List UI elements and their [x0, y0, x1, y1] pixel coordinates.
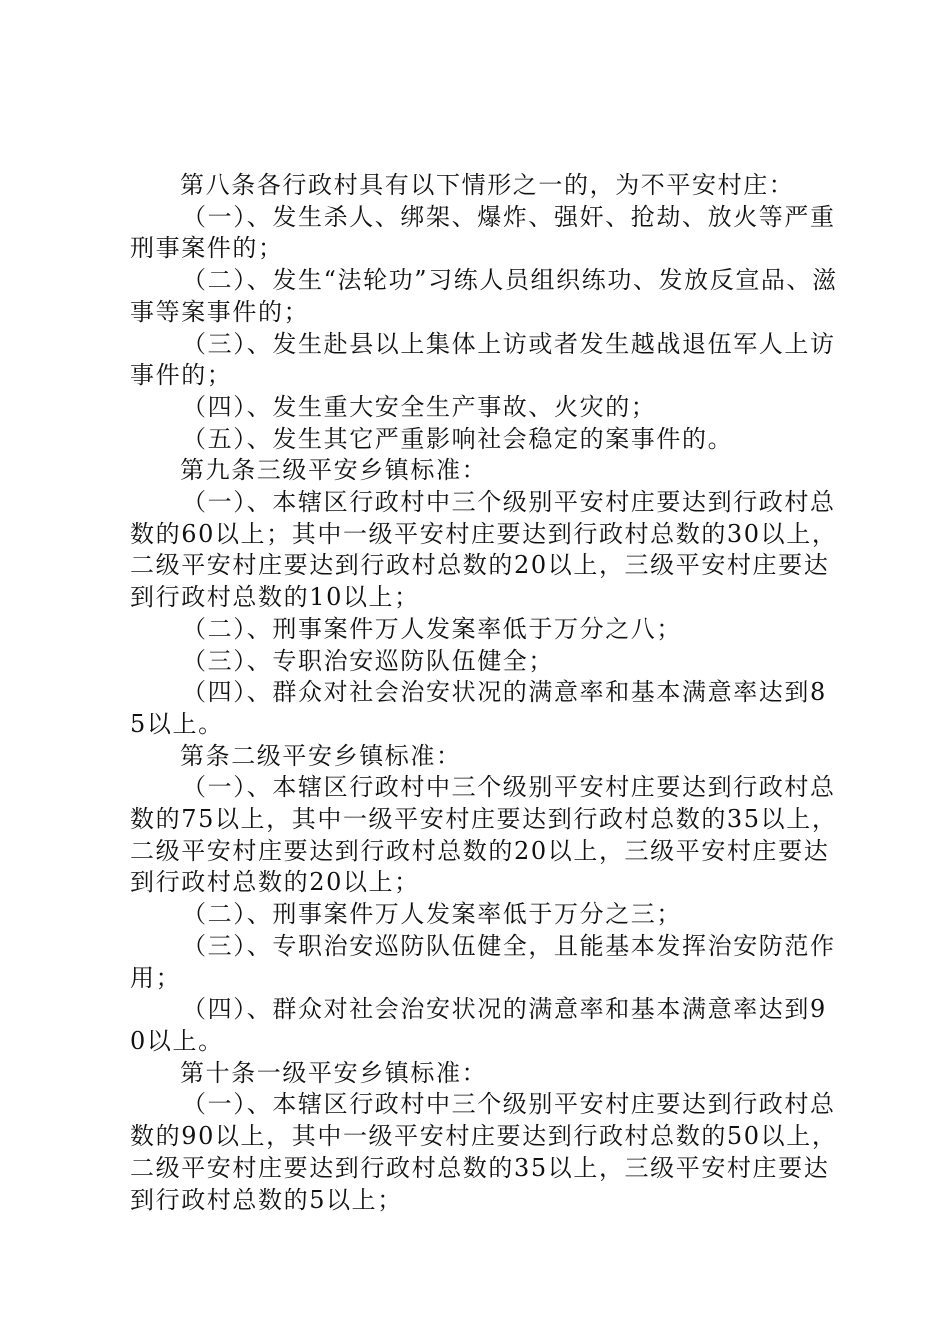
article-9-item-1: （一）、本辖区行政村中三个级别平安村庄要达到行政村总数的60以上；其中一级平安村庄要达到行政村总数的30以上，二级平安村庄要达到行政村总数的20以上，三级平安村庄要达到行政村总数的10以上； [130, 488, 838, 612]
article-level2-item-1: （一）、本辖区行政村中三个级别平安村庄要达到行政村总数的75以上，其中一级平安村庄要达到行政村总数的35以上，二级平安村庄要达到行政村总数的20以上，三级平安村庄要达到行政村总数的20以上； [130, 773, 838, 897]
article-8-heading: 第八条各行政村具有以下情形之一的，为不平安村庄： [180, 171, 795, 199]
article-8-item-3: （三）、发生赴县以上集体上访或者发生越战退伍军人上访事件的； [130, 329, 836, 390]
article-level2-item-4: （四）、群众对社会治安状况的满意率和基本满意率达到90以上。 [130, 995, 827, 1055]
article-9-item-3: （三）、专职治安巡防队伍健全； [182, 646, 554, 675]
article-9-item-4: （四）、群众对社会治安状况的满意率和基本满意率达到85以上。 [130, 678, 827, 738]
article-8-item-4: （四）、发生重大安全生产事故、火灾的； [182, 392, 657, 421]
article-10-item-1: （一）、本辖区行政村中三个级别平安村庄要达到行政村总数的90以上，其中一级平安村庄要达到行政村总数的50以上，二级平安村庄要达到行政村总数的35以上，三级平安村庄要达到行政村总数的5以上； [130, 1090, 838, 1214]
article-8-item-2: （二）、发生“法轮功”习练人员组织练功、发放反宣品、滋事等案事件的； [130, 266, 838, 326]
article-level2-heading: 第条二级平安乡镇标准： [180, 741, 462, 770]
article-10-heading: 第十条一级平安乡镇标准： [180, 1058, 488, 1087]
article-9-heading: 第九条三级平安乡镇标准： [180, 456, 488, 485]
article-8-item-1: （一）、发生杀人、绑架、爆炸、强奸、抢劫、放火等严重刑事案件的； [130, 202, 836, 263]
article-8-item-5: （五）、发生其它严重影响社会稳定的案事件的。 [182, 424, 734, 453]
document-body [130, 170, 840, 1216]
article-9-item-2: （二）、刑事案件万人发案率低于万分之八； [182, 614, 682, 643]
article-level2-item-2: （二）、刑事案件万人发案率低于万分之三； [182, 900, 682, 929]
article-level2-item-3: （三）、专职治安巡防队伍健全，且能基本发挥治安防范作用； [130, 931, 836, 992]
